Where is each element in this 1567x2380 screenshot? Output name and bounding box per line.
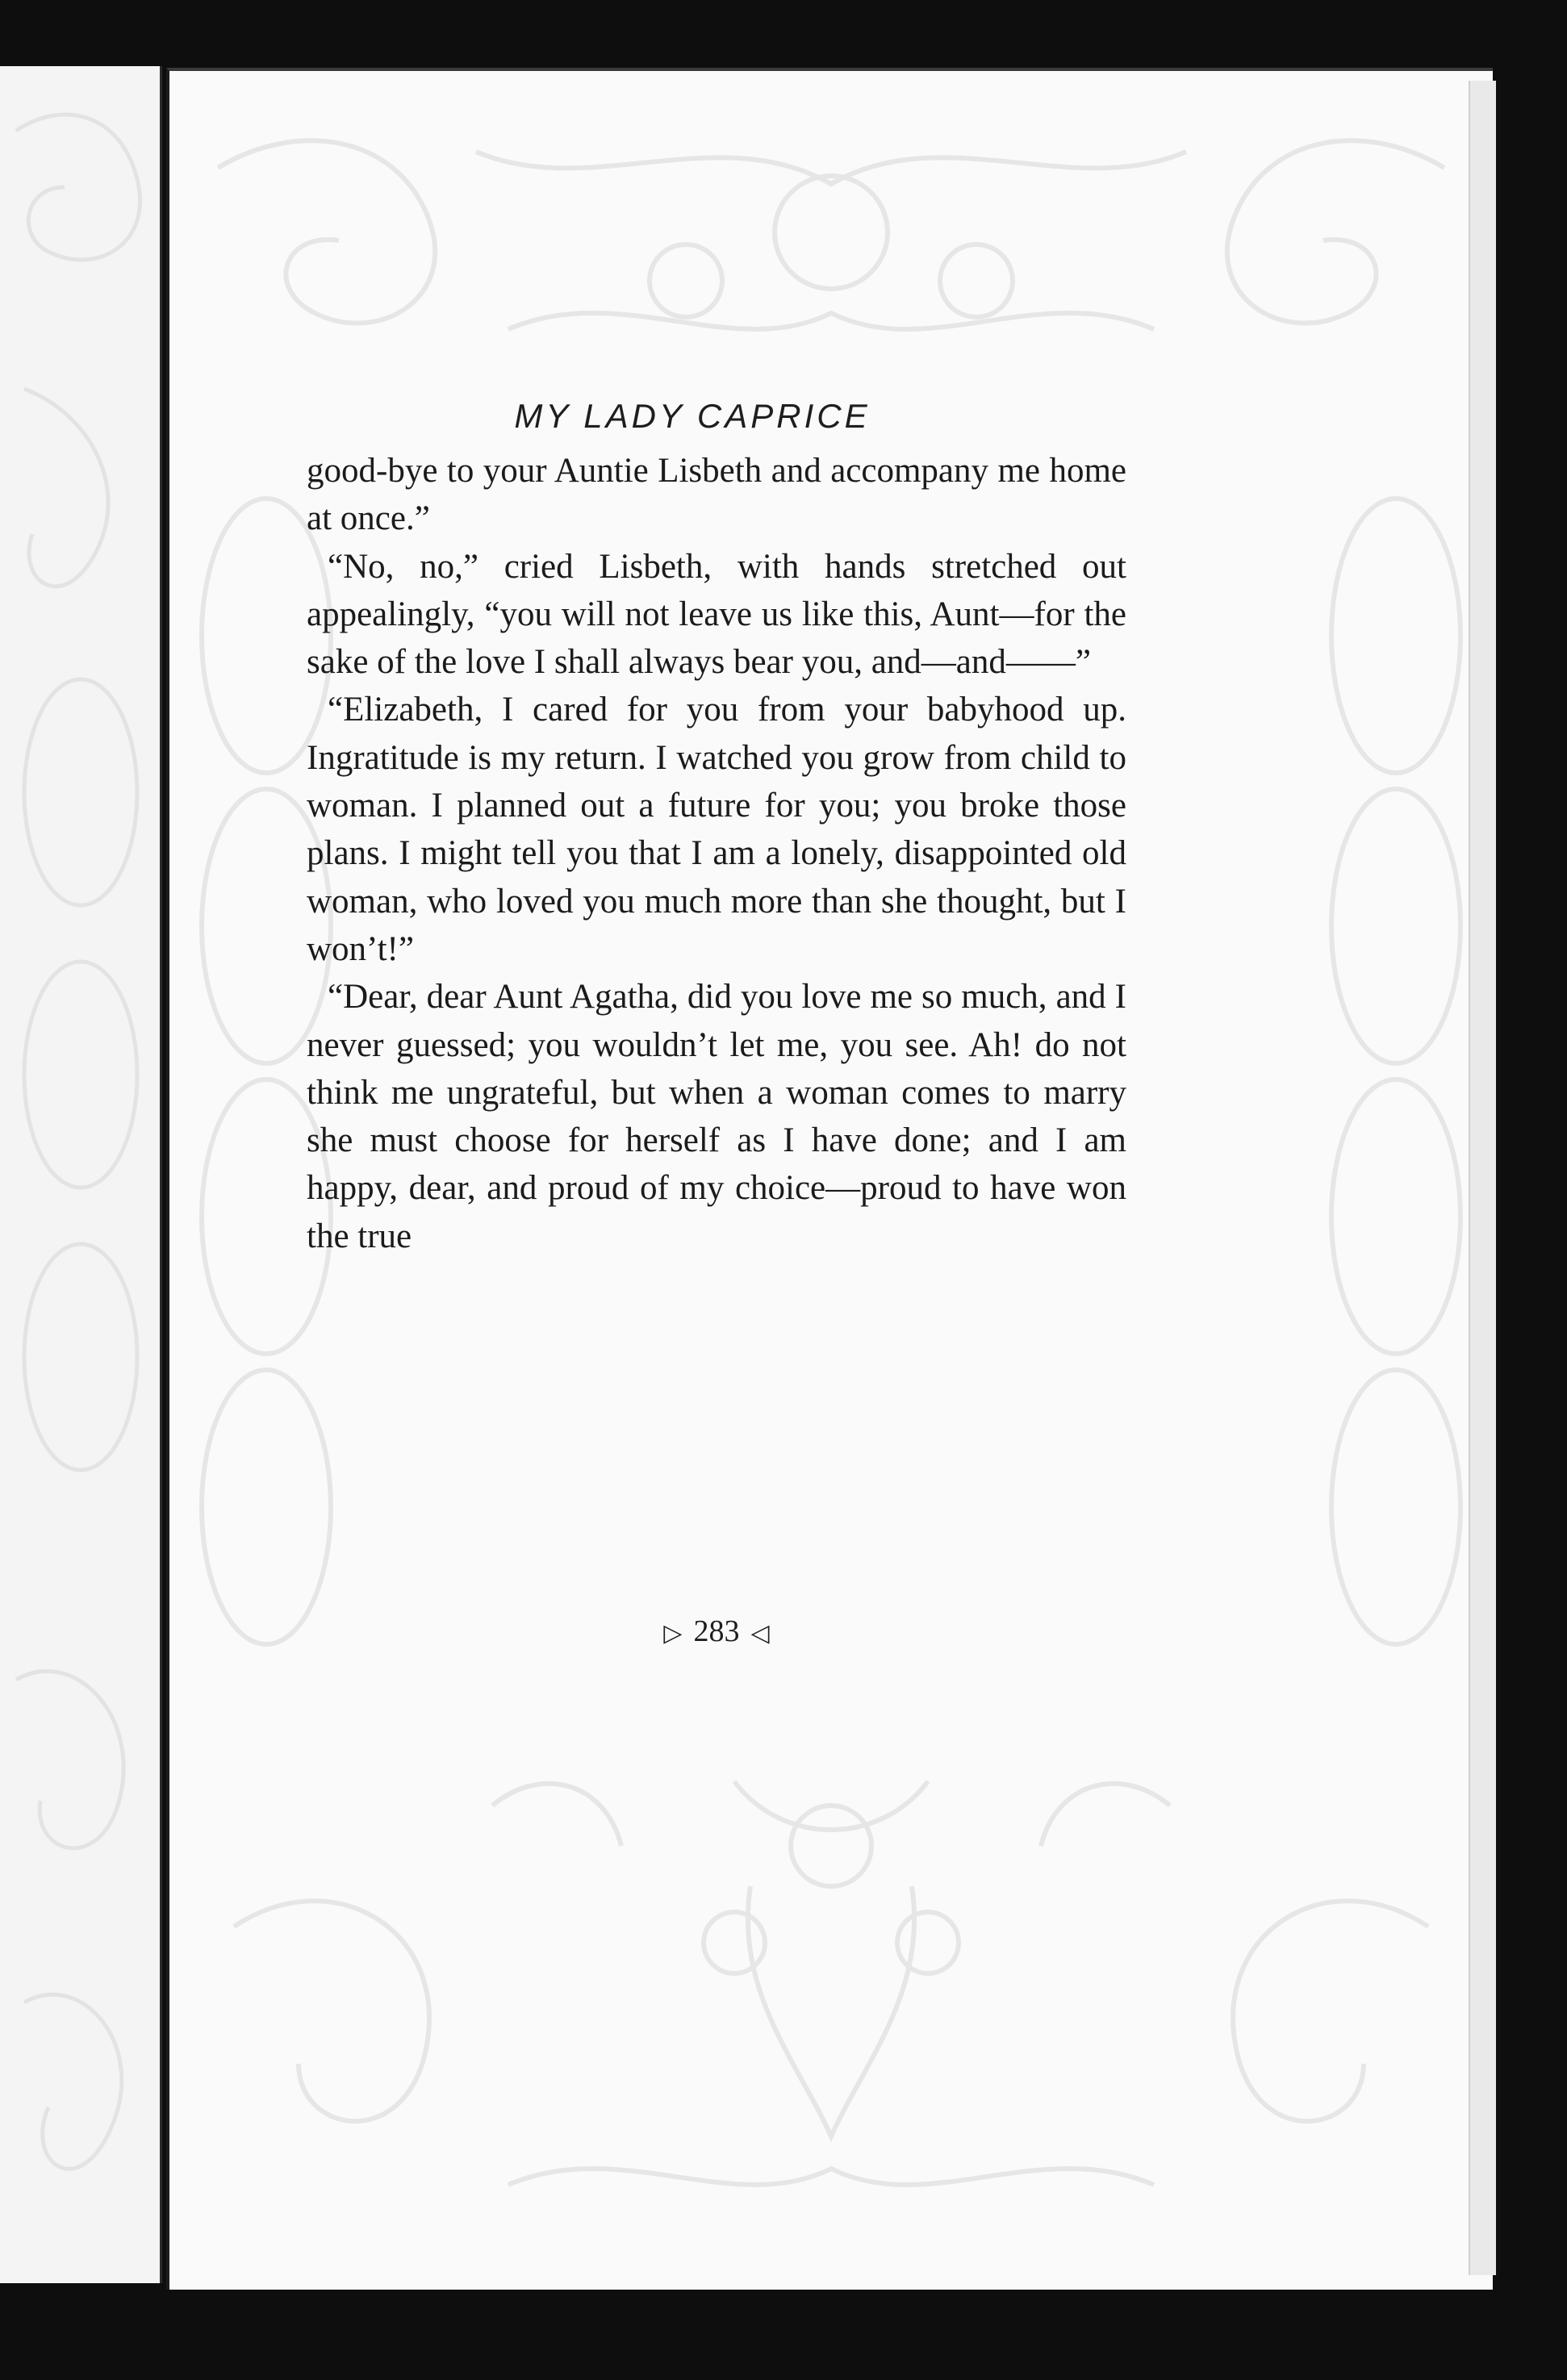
left-page-ornament [0,66,160,2283]
paragraph-1: good-bye to your Auntie Lisbeth and accompany me home at once.” [307,452,1126,538]
page-number [307,1614,1126,1649]
folio-right-ornament: ◁ [750,1620,770,1647]
paragraph-2: “No, no,” cried Lisbeth, with hands stretched out appealingly, “you will not leave us like this, Aunt—for the sake of the love I shall always bear you, and—and——” [307,547,1126,682]
paragraph-3: “Elizabeth, I cared for you from your babyhood up. Ingratitude is my return. I watched you grow from child to woman. I planned out a future for you; you broke those plans. I might tell you that I am a lonely, disappointed old woman, who loved you much more than she thought, but I won’t!” [307,691,1126,968]
body-text [307,447,1126,1260]
paragraph-4: “Dear, dear Aunt Agatha, did you love me so much, and I never guessed; you wouldn’t let me, you see. Ah! do not think me ungrateful, but when a woman comes to marry she must choose for herself as I have done; and I am happy, dear, and proud of my choice—proud to have won the true [307,978,1126,1255]
left-page-fragment [0,66,162,2283]
running-head: MY LADY CAPRICE [514,397,871,435]
page-text-block [307,397,1126,1260]
folio-left-ornament: ▷ [663,1620,683,1647]
folio-number: 283 [693,1614,740,1648]
page-edge [1469,81,1496,2275]
